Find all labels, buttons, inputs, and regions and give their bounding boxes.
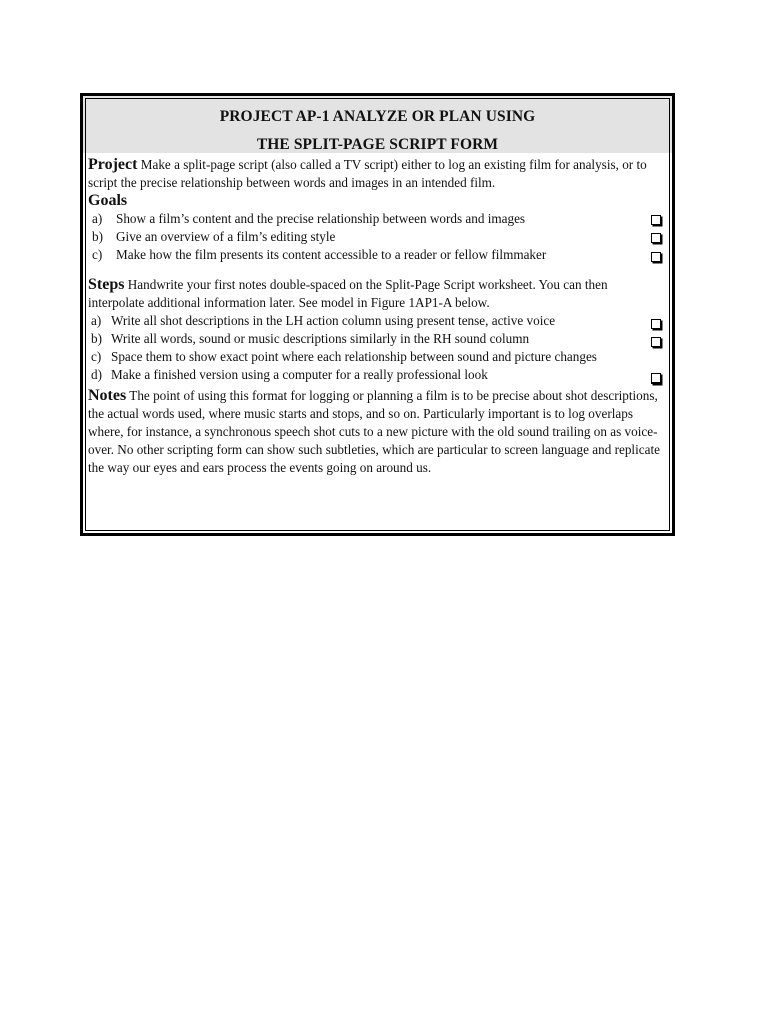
step-item [88, 348, 666, 366]
project-card [80, 93, 675, 536]
step-marker: c) [91, 349, 102, 364]
project-paragraph [88, 156, 666, 192]
step-text: Write all words, sound or music descriptions similarly in the RH sound column [111, 331, 530, 346]
goal-marker: b) [92, 229, 103, 244]
goal-text: Give an overview of a film’s editing style [116, 229, 336, 244]
goal-item [88, 228, 666, 246]
title-line-2: THE SPLIT-PAGE SCRIPT FORM [256, 136, 499, 153]
checkbox-icon[interactable] [651, 319, 661, 329]
goal-marker: c) [92, 247, 103, 262]
checkbox-icon[interactable] [651, 233, 661, 243]
card-body [88, 156, 666, 477]
checkbox-icon[interactable] [651, 252, 661, 262]
goals-label: Goals [88, 192, 128, 209]
step-marker: a) [91, 313, 102, 328]
goal-text: Show a film’s content and the precise relationship between words and images [116, 211, 526, 226]
goal-item [88, 246, 666, 264]
checkbox-icon[interactable] [651, 337, 661, 347]
step-text: Space them to show exact point where each relationship between sound and picture changes [111, 349, 597, 364]
step-text: Make a finished version using a computer for a really professional look [111, 367, 488, 382]
goal-text: Make how the film presents its content accessible to a reader or fellow filmmaker [116, 247, 547, 262]
goal-item [88, 210, 666, 228]
step-item [88, 312, 666, 330]
step-marker: d) [91, 367, 102, 382]
steps-list [88, 312, 666, 384]
checkbox-icon[interactable] [651, 373, 661, 383]
project-label: Project [88, 156, 138, 173]
notes-label: Notes [88, 387, 127, 404]
steps-paragraph [88, 276, 666, 312]
title-line-1: PROJECT AP-1 ANALYZE OR PLAN USING [219, 108, 536, 125]
goal-marker: a) [92, 211, 103, 226]
step-item [88, 366, 666, 384]
notes-paragraph [88, 387, 666, 477]
goals-list [88, 210, 666, 264]
step-item [88, 330, 666, 348]
project-text: Make a split-page script (also called a TV script) either to log an existing film for analysis, or to script the precise relationship between words and images in an intended film. [88, 157, 647, 190]
notes-text: The point of using this format for logging or planning a film is to be precise about shot descriptions, the actual words used, where music starts and stops, and so on. Particularly important is to log overlaps where, for instance, a synchronous speech shot cuts to a new picture with the old sound trailing on as voice-over. No other scripting form can show such subtleties, which are particular to screen language and replicate the way our eyes and ears process the events going on around us. [88, 388, 660, 475]
checkbox-icon[interactable] [651, 215, 661, 225]
step-marker: b) [91, 331, 102, 346]
steps-label: Steps [88, 276, 125, 293]
step-text: Write all shot descriptions in the LH action column using present tense, active voice [111, 313, 556, 328]
steps-text: Handwrite your first notes double-spaced on the Split-Page Script worksheet. You can then interpolate additional information later. See model in Figure 1AP1-A below. [88, 277, 608, 310]
